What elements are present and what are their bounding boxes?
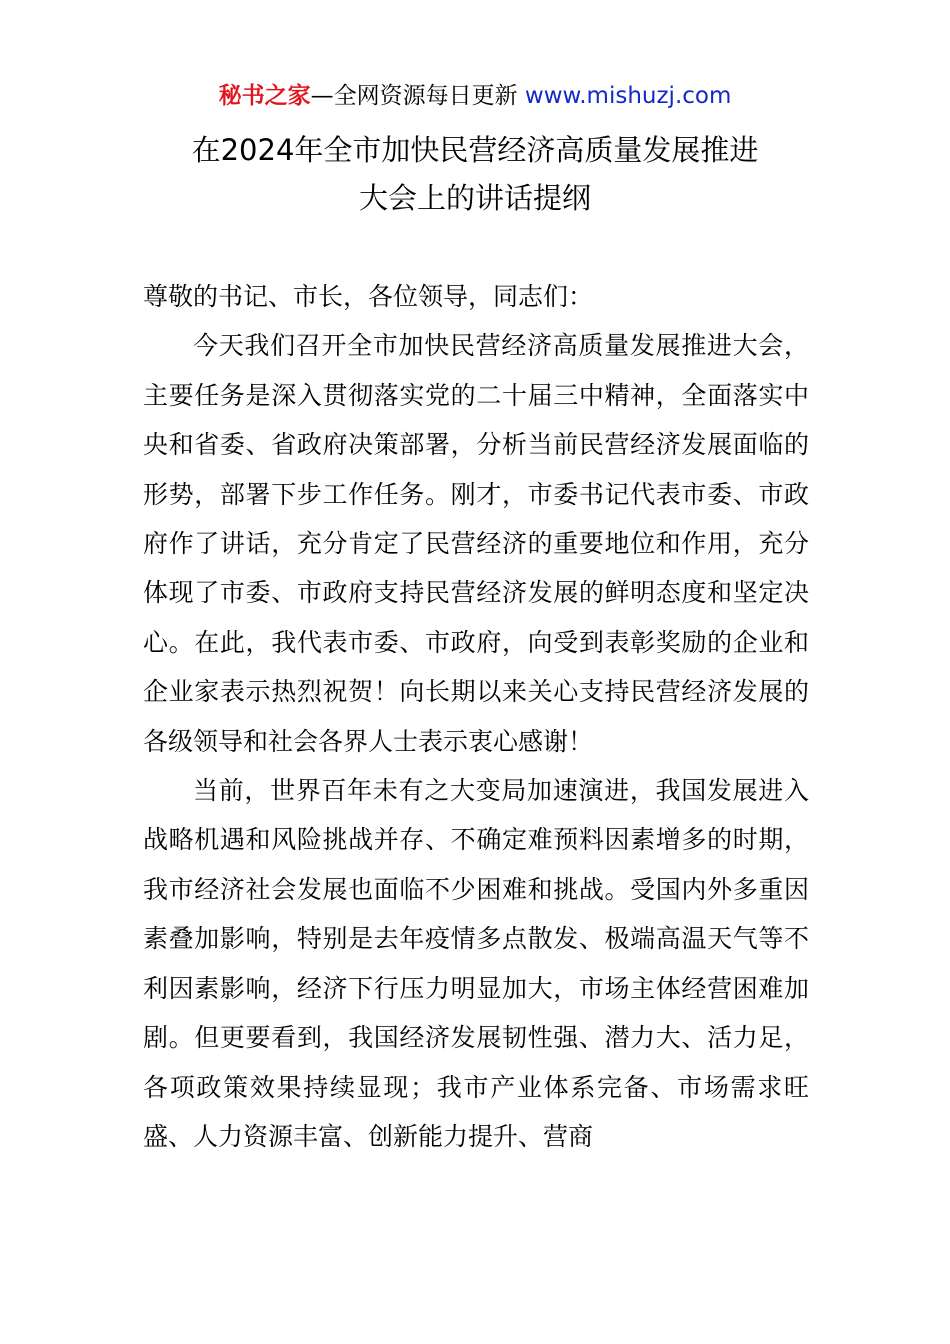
salutation: 尊敬的书记、市长，各位领导，同志们： (143, 282, 594, 311)
header-tagline: —全网资源每日更新 (310, 83, 518, 109)
document-title (0, 126, 950, 222)
paragraph-2: 当前，世界百年未有之大变局加速演进，我国发展进入战略机遇和风险挑战并存、不确定难预料因素增多的时期，我市经济社会发展也面临不少困难和挑战。受国内外多重因素叠加影响，特别是去年疫情多点散发、极端高温天气等不利因素影响，经济下行压力明显加大，市场主体经营困难加剧。但更要看到，我国经济发展韧性强、潜力大、活力足，各项政策效果持续显现；我市产业体系完备、市场需求旺盛、人力资源丰富、创新能力提升、营商 (143, 776, 809, 1151)
paragraph-1: 今天我们召开全市加快民营经济高质量发展推进大会，主要任务是深入贯彻落实党的二十届三中精神，全面落实中央和省委、省政府决策部署，分析当前民营经济发展面临的形势，部署下步工作任务。刚才，市委书记代表市委、市政府作了讲话，充分肯定了民营经济的重要地位和作用，充分体现了市委、市政府支持民营经济发展的鲜明态度和坚定决心。在此，我代表市委、市政府，向受到表彰奖励的企业和企业家表示热烈祝贺！向长期以来关心支持民营经济发展的各级领导和社会各界人士表示衷心感谢！ (143, 331, 809, 756)
site-url-link[interactable]: www.mishuzj.com (524, 83, 732, 109)
brand-name: 秘书之家 (218, 83, 311, 109)
document-body (143, 272, 809, 1161)
title-line-2: 大会上的讲话提纲 (358, 181, 591, 215)
site-header (0, 80, 950, 112)
title-line-1: 在2024年全市加快民营经济高质量发展推进 (191, 133, 759, 167)
